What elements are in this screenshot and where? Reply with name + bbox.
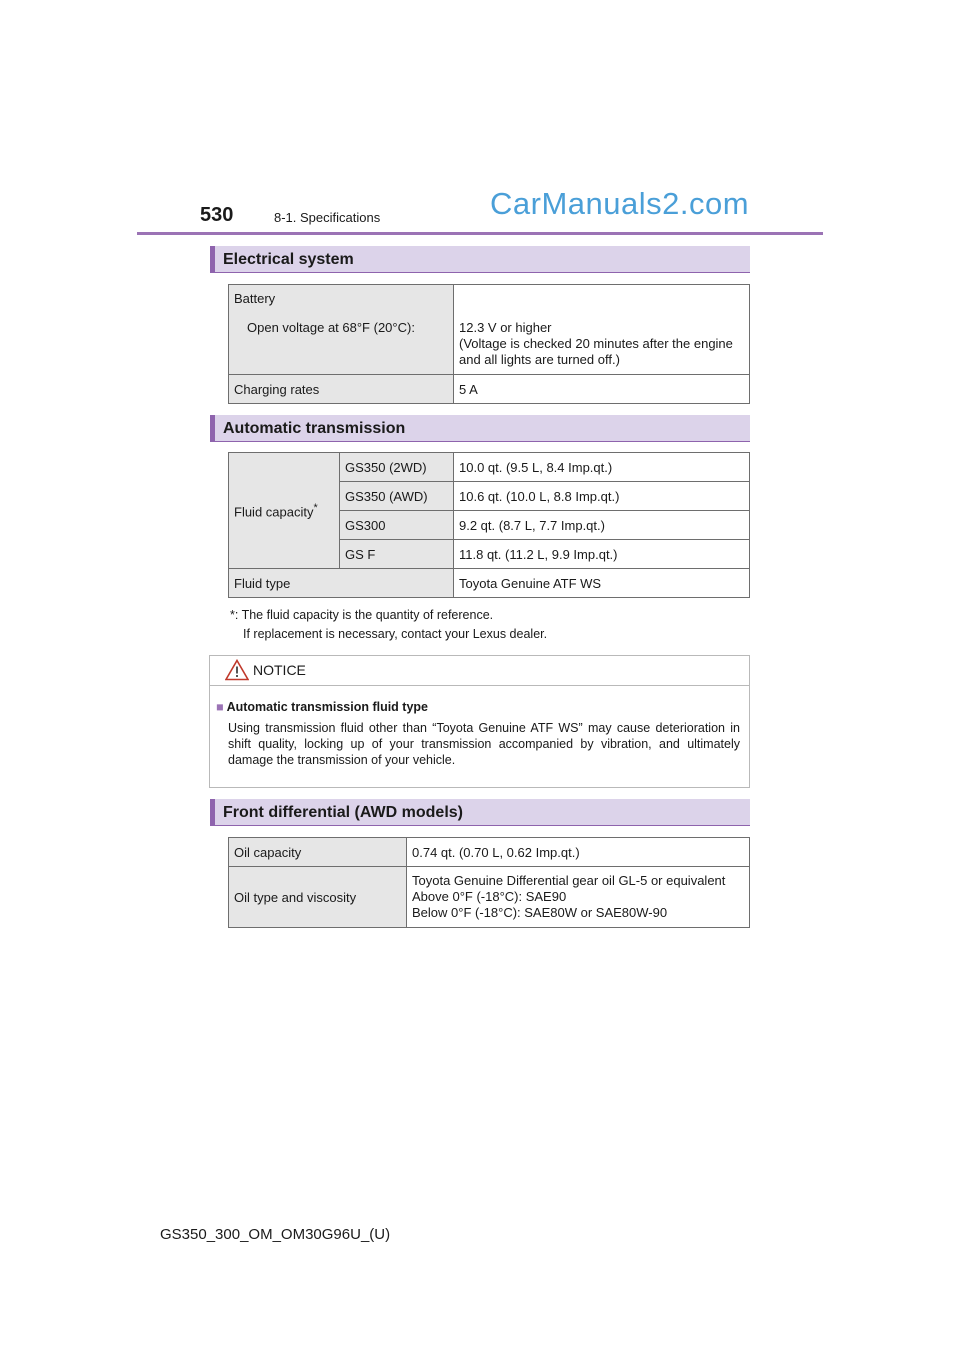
capacity-cell: 11.8 qt. (11.2 L, 9.9 Imp.qt.)	[454, 540, 750, 569]
footnote-line-2: If replacement is necessary, contact your Lexus dealer.	[243, 627, 548, 641]
fluid-type-value: Toyota Genuine ATF WS	[454, 569, 750, 598]
fluid-capacity-asterisk: *	[313, 501, 318, 514]
oil-type-value	[407, 867, 750, 928]
oil-type-line-2: Above 0°F (-18°C): SAE90	[412, 889, 567, 904]
automatic-transmission-heading: Automatic transmission	[210, 415, 750, 442]
square-bullet-icon: ■	[216, 700, 224, 714]
footnote-line-1: The fluid capacity is the quantity of reference.	[241, 608, 494, 622]
open-voltage-value	[454, 285, 750, 375]
fluid-capacity-row	[229, 453, 750, 482]
open-voltage-line-3: and all lights are turned off.)	[459, 352, 620, 367]
electrical-system-heading: Electrical system	[210, 246, 750, 273]
document-code: GS350_300_OM_OM30G96U_(U)	[160, 1226, 391, 1243]
open-voltage-line-2: (Voltage is checked 20 minutes after the engine	[459, 336, 733, 351]
oil-type-line-3: Below 0°F (-18°C): SAE80W or SAE80W-90	[412, 905, 668, 920]
oil-type-row	[229, 867, 750, 928]
notice-header	[210, 656, 749, 686]
footnote-mark: *:	[230, 608, 239, 622]
battery-label-cell	[229, 285, 454, 375]
notice-subheading-text: Automatic transmission fluid type	[226, 700, 428, 714]
model-cell: GS300	[340, 511, 454, 540]
open-voltage-line-1: 12.3 V or higher	[459, 320, 552, 335]
section-label: 8-1. Specifications	[274, 210, 381, 225]
oil-type-line-1: Toyota Genuine Differential gear oil GL-5 or equivalent	[412, 873, 726, 888]
model-cell: GS350 (2WD)	[340, 453, 454, 482]
oil-type-label: Oil type and viscosity	[229, 867, 407, 928]
transmission-footnote	[230, 606, 547, 644]
fluid-capacity-text: Fluid capacity	[234, 504, 314, 520]
oil-capacity-value: 0.74 qt. (0.70 L, 0.62 Imp.qt.)	[407, 838, 750, 867]
battery-label: Battery	[234, 291, 276, 306]
notice-body: Using transmission fluid other than “Toyota Genuine ATF WS” may cause deterioration in shift quality, locking up of your transmission accompanied by vibration, and ultimately damage the transmission of your vehicle.	[228, 721, 740, 767]
differential-table	[228, 837, 750, 928]
fluid-capacity-label	[229, 453, 340, 569]
notice-title: NOTICE	[253, 662, 306, 678]
notice-box	[209, 655, 750, 788]
charging-rates-value: 5 A	[454, 375, 750, 404]
capacity-cell: 10.0 qt. (9.5 L, 8.4 Imp.qt.)	[454, 453, 750, 482]
capacity-cell: 9.2 qt. (8.7 L, 7.7 Imp.qt.)	[454, 511, 750, 540]
oil-capacity-row	[229, 838, 750, 867]
charging-rates-label: Charging rates	[229, 375, 454, 404]
model-cell: GS350 (AWD)	[340, 482, 454, 511]
front-differential-heading: Front differential (AWD models)	[210, 799, 750, 826]
fluid-type-label: Fluid type	[229, 569, 454, 598]
page-number: 530	[200, 204, 234, 226]
fluid-type-row	[229, 569, 750, 598]
battery-row	[229, 285, 750, 375]
open-voltage-label: Open voltage at 68°F (20°C):	[247, 320, 415, 335]
header-rule	[137, 232, 823, 235]
electrical-table	[228, 284, 750, 404]
notice-subheading	[216, 700, 428, 714]
watermark: CarManuals2.com	[490, 186, 750, 221]
model-cell: GS F	[340, 540, 454, 569]
oil-capacity-label: Oil capacity	[229, 838, 407, 867]
transmission-table	[228, 452, 750, 598]
warning-icon	[225, 659, 249, 686]
charging-row	[229, 375, 750, 404]
capacity-cell: 10.6 qt. (10.0 L, 8.8 Imp.qt.)	[454, 482, 750, 511]
